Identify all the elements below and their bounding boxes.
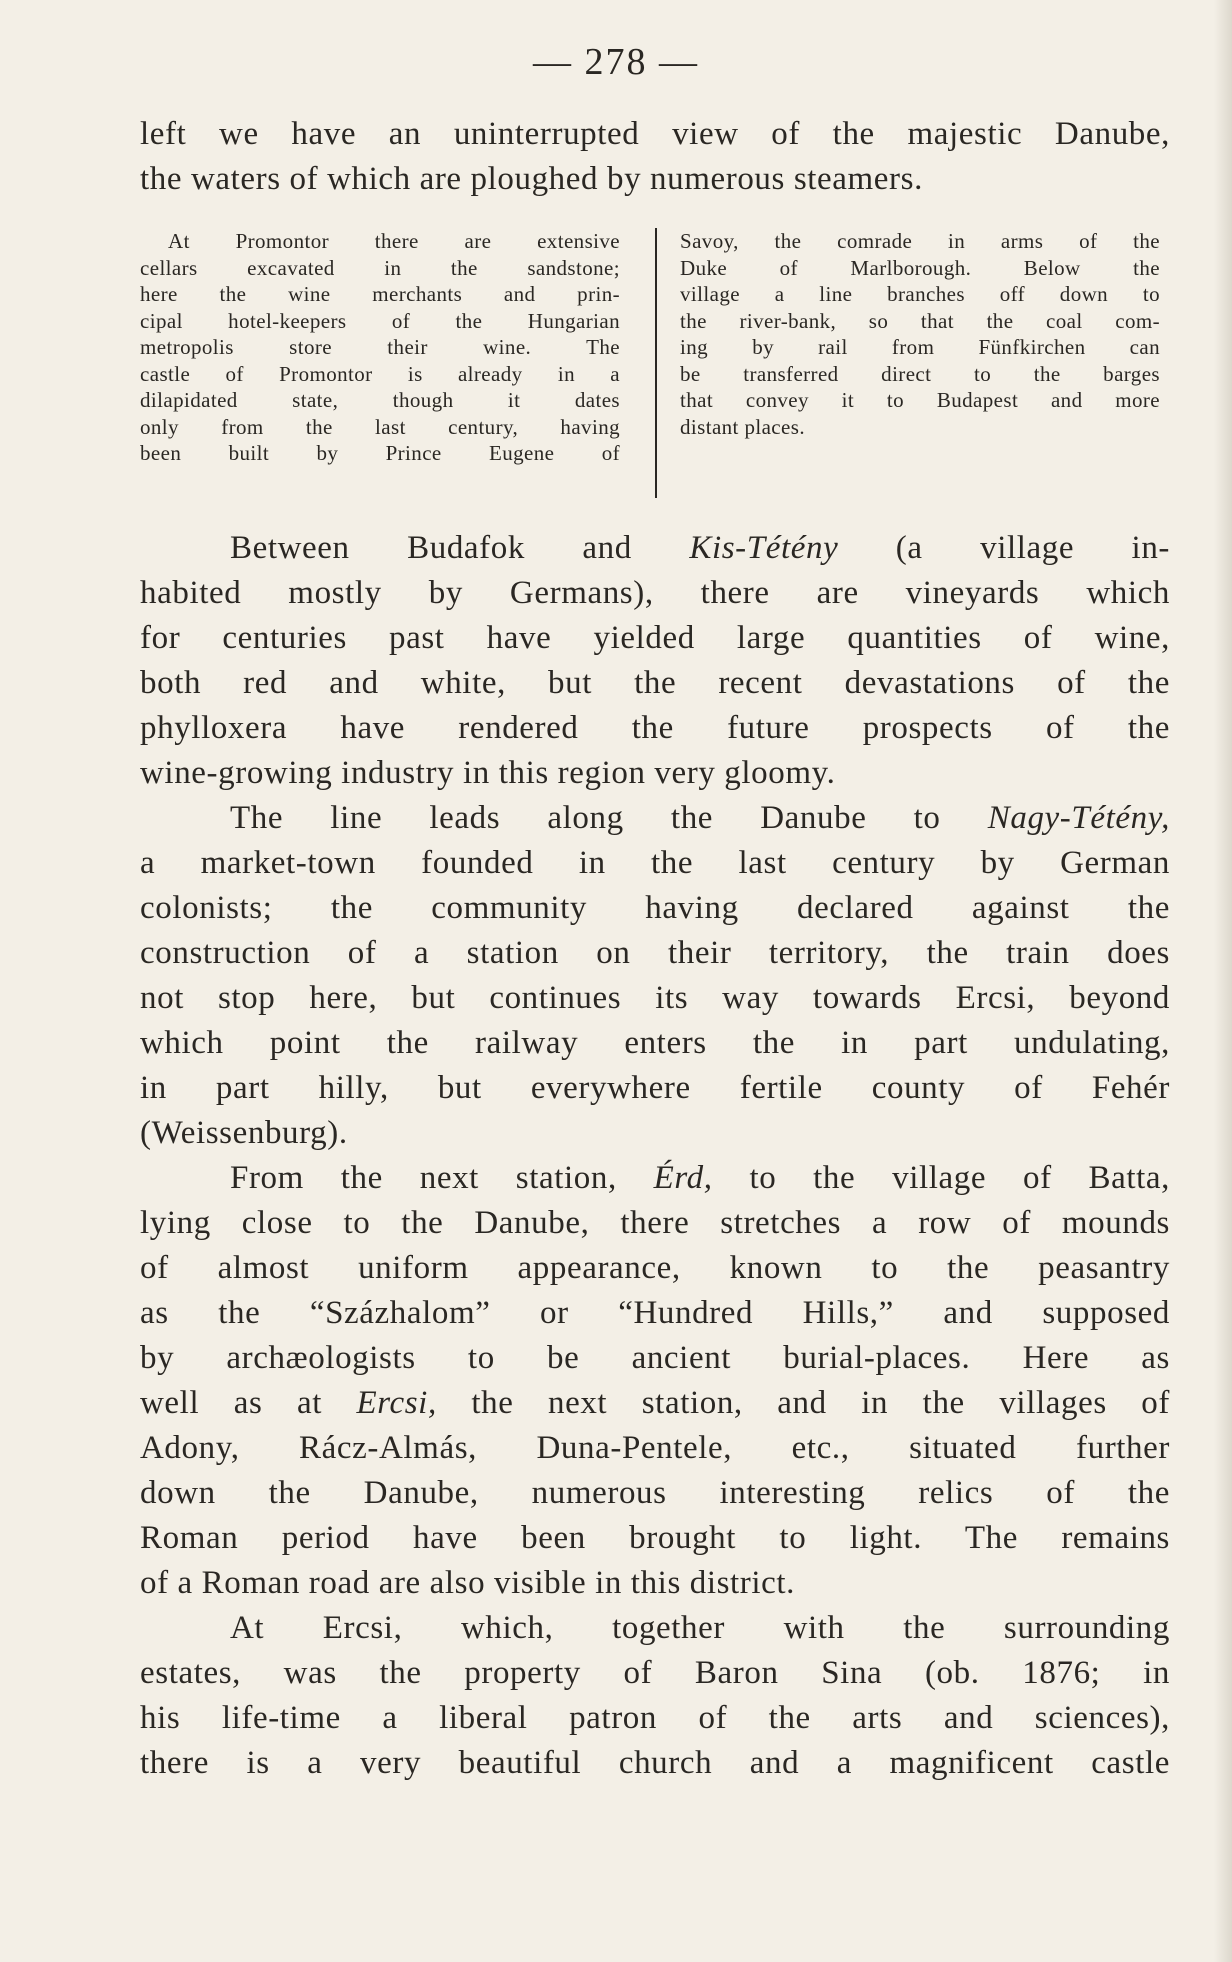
text-line: of almost uniform appearance, known to the peasantry (140, 1250, 1170, 1286)
footnote-line: distant places. (680, 414, 805, 439)
column-divider (655, 228, 657, 498)
text-line: wine-growing industry in this region very gloomy. (140, 755, 836, 791)
text-span: (a village in- (838, 530, 1171, 566)
text-line: not stop here, but continues its way towards Ercsi, beyond (140, 980, 1170, 1016)
footnote-line: Duke of Marlborough. Below the (680, 255, 1160, 280)
footnote-line: castle of Promontor is already in a (140, 361, 620, 386)
text-span: well as at (140, 1385, 357, 1421)
page-edge-shadow (1214, 0, 1232, 1962)
text-span: The line leads along the Danube to (230, 800, 988, 836)
text-line: for centuries past have yielded large quantities of wine, (140, 620, 1170, 656)
footnote-left-column (140, 228, 620, 467)
text-line: both red and white, but the recent devastations of the (140, 665, 1170, 701)
place-name: Nagy-Tétény, (987, 800, 1170, 836)
text-line (140, 796, 1170, 841)
text-line: lying close to the Danube, there stretches a row of mounds (140, 1205, 1170, 1241)
place-name: Ercsi, (356, 1385, 437, 1421)
footnote-line: dilapidated state, though it dates (140, 388, 620, 412)
text-line: Roman period have been brought to light. The remains (140, 1520, 1170, 1556)
footnote-line: metropolis store their wine. The (140, 335, 620, 359)
text-line: (Weissenburg). (140, 1115, 348, 1151)
page-number: — 278 — (533, 41, 699, 83)
text-line: Adony, Rácz-Almás, Duna-Pentele, etc., situated further (140, 1430, 1170, 1466)
text-span: to the village of Batta, (712, 1160, 1170, 1196)
footnote-line: here the wine merchants and prin- (140, 282, 620, 306)
place-name: Kis-Tétény (689, 530, 839, 566)
footnote-line: village a line branches off down to (680, 282, 1160, 306)
footnote-line: cellars excavated in the sandstone; (140, 255, 620, 280)
footnote-line: that convey it to Budapest and more (680, 388, 1160, 412)
text-line: as the “Százhalom” or “Hundred Hills,” and supposed (140, 1295, 1170, 1331)
text-line: phylloxera have rendered the future prospects of the (140, 710, 1170, 746)
footnote-line: the river-bank, so that the coal com- (680, 308, 1160, 333)
footnote-line: Savoy, the comrade in arms of the (680, 229, 1160, 253)
place-name: Érd, (653, 1160, 713, 1196)
footnote-columns (140, 228, 1170, 503)
text-line: At Ercsi, which, together with the surrounding (230, 1610, 1170, 1646)
text-line: left we have an uninterrupted view of the majestic Danube, (140, 116, 1170, 152)
footnote-right-column (680, 228, 1160, 440)
text-line: in part hilly, but everywhere fertile county of Fehér (140, 1070, 1170, 1106)
footnote-line: ing by rail from Fünfkirchen can (680, 335, 1160, 359)
footnote-line: be transferred direct to the barges (680, 361, 1160, 386)
text-line (140, 1381, 1170, 1426)
footnote-line: been built by Prince Eugene of (140, 441, 620, 465)
text-span: From the next station, (230, 1160, 654, 1196)
text-line: construction of a station on their territory, the train does (140, 935, 1170, 971)
text-line: there is a very beautiful church and a magnificent castle (140, 1745, 1170, 1781)
text-line: down the Danube, numerous interesting relics of the (140, 1475, 1170, 1511)
footnote-line: cipal hotel-keepers of the Hungarian (140, 308, 620, 333)
footnote-line: At Promontor there are extensive (168, 229, 620, 253)
text-line: which point the railway enters the in part undulating, (140, 1025, 1170, 1061)
text-line: by archæologists to be ancient burial-places. Here as (140, 1340, 1170, 1376)
text-line: the waters of which are ploughed by numerous steamers. (140, 161, 923, 197)
text-line: a market-town founded in the last century by German (140, 845, 1170, 881)
footnote-line: only from the last century, having (140, 414, 620, 439)
text-line: estates, was the property of Baron Sina (ob. 1876; in (140, 1655, 1170, 1691)
text-line: colonists; the community having declared against the (140, 890, 1170, 926)
text-line (140, 526, 1170, 571)
text-span: Between Budafok and (230, 530, 690, 566)
text-span: the next station, and in the villages of (436, 1385, 1170, 1421)
text-line: habited mostly by Germans), there are vineyards which (140, 575, 1170, 611)
text-line: his life-time a liberal patron of the arts and sciences), (140, 1700, 1170, 1736)
text-line (140, 1156, 1170, 1201)
main-text (140, 526, 1170, 1786)
text-line: of a Roman road are also visible in this district. (140, 1565, 796, 1601)
opening-paragraph (140, 112, 1170, 202)
